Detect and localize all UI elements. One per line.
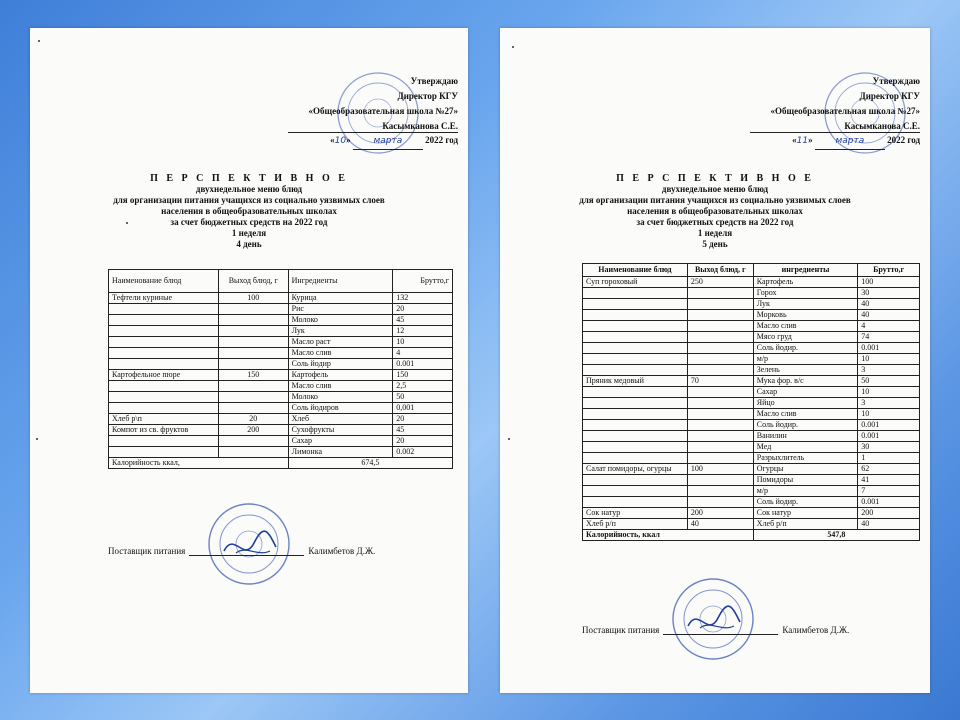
gross-cell: 50 xyxy=(858,376,920,387)
ingredient-cell: Курица xyxy=(288,293,393,304)
table-header-row xyxy=(583,264,920,277)
approve-line-3: «Общеобразовательная школа №27» xyxy=(308,106,458,116)
ingredient-cell: Соль йодиров xyxy=(288,403,393,414)
ingredient-cell: Сухофрукты xyxy=(288,425,393,436)
table-row xyxy=(583,310,920,321)
dish-cell xyxy=(583,365,688,376)
dish-cell xyxy=(109,304,219,315)
date-day: 10 xyxy=(334,136,347,146)
title-line-3: для организации питания учащихся из социально уязвимых слоев xyxy=(579,195,851,205)
output-cell xyxy=(687,475,753,486)
gross-cell: 45 xyxy=(393,425,453,436)
signature-underline xyxy=(189,546,304,556)
dish-cell xyxy=(109,403,219,414)
ingredient-cell: Картофель xyxy=(753,277,857,288)
output-cell xyxy=(687,431,753,442)
table-row xyxy=(109,425,453,436)
date-month: марта xyxy=(815,134,885,150)
date-quote-open: « xyxy=(792,135,797,145)
gross-cell: 20 xyxy=(393,436,453,447)
title-line-5: за счет бюджетных средств на 2022 год xyxy=(170,217,328,227)
gross-cell: 62 xyxy=(858,464,920,475)
scan-speck xyxy=(126,222,128,224)
dish-cell xyxy=(583,486,688,497)
output-cell xyxy=(687,409,753,420)
dish-cell: Компот из св. фруктов xyxy=(109,425,219,436)
ingredient-cell: Соль йодир xyxy=(288,359,393,370)
dish-cell: Пряник медовый xyxy=(583,376,688,387)
output-cell xyxy=(687,486,753,497)
approve-line-1: Утверждаю xyxy=(872,76,920,86)
date-quote-open: « xyxy=(330,135,335,145)
gross-cell: 100 xyxy=(858,277,920,288)
table-row xyxy=(583,365,920,376)
table-row xyxy=(583,442,920,453)
title-line-2: двухнедельное меню блюд xyxy=(195,184,303,194)
dish-cell: Салат помидоры, огурцы xyxy=(583,464,688,475)
output-cell: 20 xyxy=(218,414,288,425)
title-line-1: П Е Р С П Е К Т И В Н О Е xyxy=(150,173,348,184)
output-cell xyxy=(687,387,753,398)
menu-table xyxy=(108,269,453,469)
calorie-label: Калорийность, ккал xyxy=(583,530,754,541)
dish-cell xyxy=(583,387,688,398)
supplier-name: Калимбетов Д.Ж. xyxy=(782,625,850,635)
supplier-label: Поставщик питания xyxy=(108,546,186,556)
calorie-row xyxy=(583,530,920,541)
title-line-1: П Е Р С П Е К Т И В Н О Е xyxy=(616,173,814,184)
supplier-signature-line xyxy=(108,546,375,556)
output-cell: 200 xyxy=(687,508,753,519)
scan-speck xyxy=(512,46,514,48)
supplier-seal-stamp xyxy=(206,501,292,587)
output-cell xyxy=(687,398,753,409)
calorie-value: 547,8 xyxy=(753,530,919,541)
header-ingredients: ингредиенты xyxy=(753,264,857,277)
menu-document-day-5 xyxy=(500,28,930,693)
gross-cell: 3 xyxy=(858,398,920,409)
gross-cell: 40 xyxy=(858,310,920,321)
gross-cell: 30 xyxy=(858,288,920,299)
gross-cell: 7 xyxy=(858,486,920,497)
output-cell xyxy=(687,365,753,376)
ingredient-cell: Мясо груд xyxy=(753,332,857,343)
gross-cell: 150 xyxy=(393,370,453,381)
table-row xyxy=(583,475,920,486)
header-dish: Наименование блюд xyxy=(583,264,688,277)
dish-cell xyxy=(583,431,688,442)
gross-cell: 10 xyxy=(858,409,920,420)
dish-cell xyxy=(583,299,688,310)
table-row xyxy=(583,398,920,409)
gross-cell: 1 xyxy=(858,453,920,464)
table-row xyxy=(109,403,453,414)
gross-cell: 30 xyxy=(858,442,920,453)
dish-cell xyxy=(109,381,219,392)
header-ingredients: Ингредиенты xyxy=(288,270,393,293)
dish-cell: Хлеб р\п xyxy=(109,414,219,425)
approval-block xyxy=(198,74,458,150)
date-day: 11 xyxy=(796,136,809,146)
approve-line-1: Утверждаю xyxy=(410,76,458,86)
table-row xyxy=(109,293,453,304)
ingredient-cell: Картофель xyxy=(288,370,393,381)
ingredient-cell: Горох xyxy=(753,288,857,299)
dish-cell: Картофельное пюре xyxy=(109,370,219,381)
document-title xyxy=(500,173,930,250)
table-row xyxy=(583,277,920,288)
scan-speck xyxy=(508,438,510,440)
dish-cell xyxy=(109,359,219,370)
output-cell xyxy=(218,447,288,458)
dish-cell xyxy=(109,337,219,348)
ingredient-cell: Огурцы xyxy=(753,464,857,475)
ingredient-cell: Ванилин xyxy=(753,431,857,442)
ingredient-cell: Лук xyxy=(288,326,393,337)
approve-line-4: Касымканова С.Е. xyxy=(382,121,458,131)
output-cell xyxy=(687,420,753,431)
output-cell xyxy=(687,442,753,453)
dish-cell xyxy=(109,392,219,403)
dish-cell: Сок натур xyxy=(583,508,688,519)
gross-cell: 2,5 xyxy=(393,381,453,392)
table-row xyxy=(109,447,453,458)
header-output: Выход блюд, г xyxy=(218,270,288,293)
table-row xyxy=(583,387,920,398)
dish-cell xyxy=(583,332,688,343)
table-row xyxy=(583,288,920,299)
title-line-7: 4 день xyxy=(236,239,262,249)
approve-line-4: Касымканова С.Е. xyxy=(844,121,920,131)
table-row xyxy=(583,464,920,475)
ingredient-cell: Соль йодир. xyxy=(753,420,857,431)
output-cell xyxy=(218,381,288,392)
table-row xyxy=(583,332,920,343)
table-row xyxy=(583,486,920,497)
table-row xyxy=(583,497,920,508)
dish-cell: Хлеб р/п xyxy=(583,519,688,530)
ingredient-cell: Масло слив xyxy=(753,409,857,420)
calorie-value: 674,5 xyxy=(288,458,452,469)
ingredient-cell: Сахар xyxy=(753,387,857,398)
ingredient-cell: Хлеб xyxy=(288,414,393,425)
approval-block xyxy=(660,74,920,150)
output-cell xyxy=(687,321,753,332)
supplier-signature-line xyxy=(582,625,849,635)
date-quote-close: » xyxy=(346,135,351,145)
title-line-4: населения в общеобразовательных школах xyxy=(627,206,803,216)
dish-cell xyxy=(583,497,688,508)
dish-cell xyxy=(583,475,688,486)
gross-cell: 45 xyxy=(393,315,453,326)
ingredient-cell: Соль йодир. xyxy=(753,497,857,508)
ingredient-cell: Разрыхлитель xyxy=(753,453,857,464)
dish-cell xyxy=(583,288,688,299)
title-line-6: 1 неделя xyxy=(697,228,733,238)
header-dish: Наименование блюд xyxy=(109,270,219,293)
gross-cell: 0.001 xyxy=(858,343,920,354)
dish-cell xyxy=(583,420,688,431)
ingredient-cell: Масло слив xyxy=(753,321,857,332)
gross-cell: 3 xyxy=(858,365,920,376)
gross-cell: 132 xyxy=(393,293,453,304)
ingredient-cell: Молоко xyxy=(288,392,393,403)
table-row xyxy=(109,392,453,403)
gross-cell: 0,001 xyxy=(393,403,453,414)
approve-date xyxy=(198,133,458,150)
gross-cell: 12 xyxy=(393,326,453,337)
dish-cell xyxy=(109,326,219,337)
approve-date xyxy=(660,133,920,150)
table-row xyxy=(109,348,453,359)
ingredient-cell: Масло слив xyxy=(288,381,393,392)
ingredient-cell: Хлеб р/п xyxy=(753,519,857,530)
ingredient-cell: Морковь xyxy=(753,310,857,321)
table-row xyxy=(109,381,453,392)
ingredient-cell: Помидоры xyxy=(753,475,857,486)
document-title xyxy=(30,173,468,250)
output-cell: 100 xyxy=(218,293,288,304)
table-row xyxy=(583,321,920,332)
output-cell: 200 xyxy=(218,425,288,436)
gross-cell: 0.001 xyxy=(393,359,453,370)
calorie-label: Калорийность ккал, xyxy=(109,458,289,469)
gross-cell: 0.001 xyxy=(858,431,920,442)
dish-cell: Тефтели куриные xyxy=(109,293,219,304)
date-year: 2022 год xyxy=(887,135,920,145)
output-cell xyxy=(687,354,753,365)
table-row xyxy=(583,508,920,519)
gross-cell: 0.001 xyxy=(858,420,920,431)
supplier-name: Калимбетов Д.Ж. xyxy=(308,546,376,556)
dish-cell xyxy=(583,354,688,365)
ingredient-cell: Мука фор. в/с xyxy=(753,376,857,387)
table-row xyxy=(583,299,920,310)
date-year: 2022 год xyxy=(425,135,458,145)
date-month: марта xyxy=(353,134,423,150)
dish-cell xyxy=(583,343,688,354)
ingredient-cell: Молоко xyxy=(288,315,393,326)
dish-cell xyxy=(583,321,688,332)
dish-cell xyxy=(109,436,219,447)
gross-cell: 10 xyxy=(858,387,920,398)
approve-line-2: Директор КГУ xyxy=(397,91,458,101)
output-cell: 250 xyxy=(687,277,753,288)
calorie-row xyxy=(109,458,453,469)
output-cell xyxy=(218,359,288,370)
table-row xyxy=(583,431,920,442)
gross-cell: 50 xyxy=(393,392,453,403)
table-row xyxy=(109,337,453,348)
output-cell: 40 xyxy=(687,519,753,530)
supplier-seal-stamp xyxy=(670,576,756,662)
title-line-6: 1 неделя xyxy=(231,228,267,238)
output-cell: 70 xyxy=(687,376,753,387)
table-row xyxy=(583,343,920,354)
table-row xyxy=(109,315,453,326)
gross-cell: 10 xyxy=(858,354,920,365)
ingredient-cell: Сахар xyxy=(288,436,393,447)
dish-cell xyxy=(109,315,219,326)
scan-speck xyxy=(38,40,40,42)
title-line-5: за счет бюджетных средств на 2022 год xyxy=(636,217,794,227)
output-cell xyxy=(218,348,288,359)
dish-cell xyxy=(109,447,219,458)
gross-cell: 4 xyxy=(393,348,453,359)
table-row xyxy=(109,304,453,315)
header-gross: Брутто,г xyxy=(858,264,920,277)
ingredient-cell: Зелень xyxy=(753,365,857,376)
ingredient-cell: Соль йодир. xyxy=(753,343,857,354)
gross-cell: 40 xyxy=(858,519,920,530)
output-cell xyxy=(218,326,288,337)
scan-speck xyxy=(36,438,38,440)
output-cell xyxy=(218,315,288,326)
table-row xyxy=(583,519,920,530)
supplier-label: Поставщик питания xyxy=(582,625,660,635)
gross-cell: 40 xyxy=(858,299,920,310)
gross-cell: 20 xyxy=(393,414,453,425)
gross-cell: 200 xyxy=(858,508,920,519)
dish-cell xyxy=(583,453,688,464)
table-row xyxy=(583,354,920,365)
output-cell: 150 xyxy=(218,370,288,381)
dish-cell xyxy=(583,398,688,409)
output-cell xyxy=(218,392,288,403)
table-row xyxy=(109,436,453,447)
ingredient-cell: м/р xyxy=(753,354,857,365)
dish-cell xyxy=(109,348,219,359)
date-quote-close: » xyxy=(808,135,813,145)
table-row xyxy=(109,326,453,337)
header-gross: Брутто,г xyxy=(393,270,453,293)
table-row xyxy=(583,420,920,431)
ingredient-cell: Рис xyxy=(288,304,393,315)
ingredient-cell: Мед xyxy=(753,442,857,453)
output-cell xyxy=(218,337,288,348)
table-row xyxy=(109,370,453,381)
dish-cell xyxy=(583,442,688,453)
output-cell xyxy=(687,343,753,354)
table-row xyxy=(109,414,453,425)
gross-cell: 74 xyxy=(858,332,920,343)
table-row xyxy=(109,359,453,370)
title-line-7: 5 день xyxy=(702,239,728,249)
dish-cell xyxy=(583,310,688,321)
table-row xyxy=(583,376,920,387)
table-row xyxy=(583,409,920,420)
table-row xyxy=(583,453,920,464)
gross-cell: 10 xyxy=(393,337,453,348)
gross-cell: 41 xyxy=(858,475,920,486)
table-header-row xyxy=(109,270,453,293)
output-cell xyxy=(218,436,288,447)
gross-cell: 0.001 xyxy=(858,497,920,508)
output-cell xyxy=(687,332,753,343)
menu-document-day-4 xyxy=(30,28,468,693)
output-cell xyxy=(687,310,753,321)
approve-line-3: «Общеобразовательная школа №27» xyxy=(770,106,920,116)
ingredient-cell: Масло слив xyxy=(288,348,393,359)
ingredient-cell: Лук xyxy=(753,299,857,310)
gross-cell: 0.002 xyxy=(393,447,453,458)
title-line-3: для организации питания учащихся из социально уязвимых слоев xyxy=(113,195,385,205)
gross-cell: 20 xyxy=(393,304,453,315)
header-output: Выход блюд, г xyxy=(687,264,753,277)
output-cell xyxy=(687,497,753,508)
output-cell xyxy=(687,453,753,464)
title-line-4: населения в общеобразовательных школах xyxy=(161,206,337,216)
gross-cell: 4 xyxy=(858,321,920,332)
menu-table xyxy=(582,263,920,541)
output-cell xyxy=(687,288,753,299)
dish-cell xyxy=(583,409,688,420)
output-cell xyxy=(218,403,288,414)
ingredient-cell: Сок натур xyxy=(753,508,857,519)
output-cell xyxy=(687,299,753,310)
ingredient-cell: Лимонка xyxy=(288,447,393,458)
signature-underline xyxy=(663,625,778,635)
ingredient-cell: м/р xyxy=(753,486,857,497)
ingredient-cell: Масло раст xyxy=(288,337,393,348)
dish-cell: Суп гороховый xyxy=(583,277,688,288)
output-cell: 100 xyxy=(687,464,753,475)
output-cell xyxy=(218,304,288,315)
ingredient-cell: Яйцо xyxy=(753,398,857,409)
approve-line-2: Директор КГУ xyxy=(859,91,920,101)
title-line-2: двухнедельное меню блюд xyxy=(661,184,769,194)
